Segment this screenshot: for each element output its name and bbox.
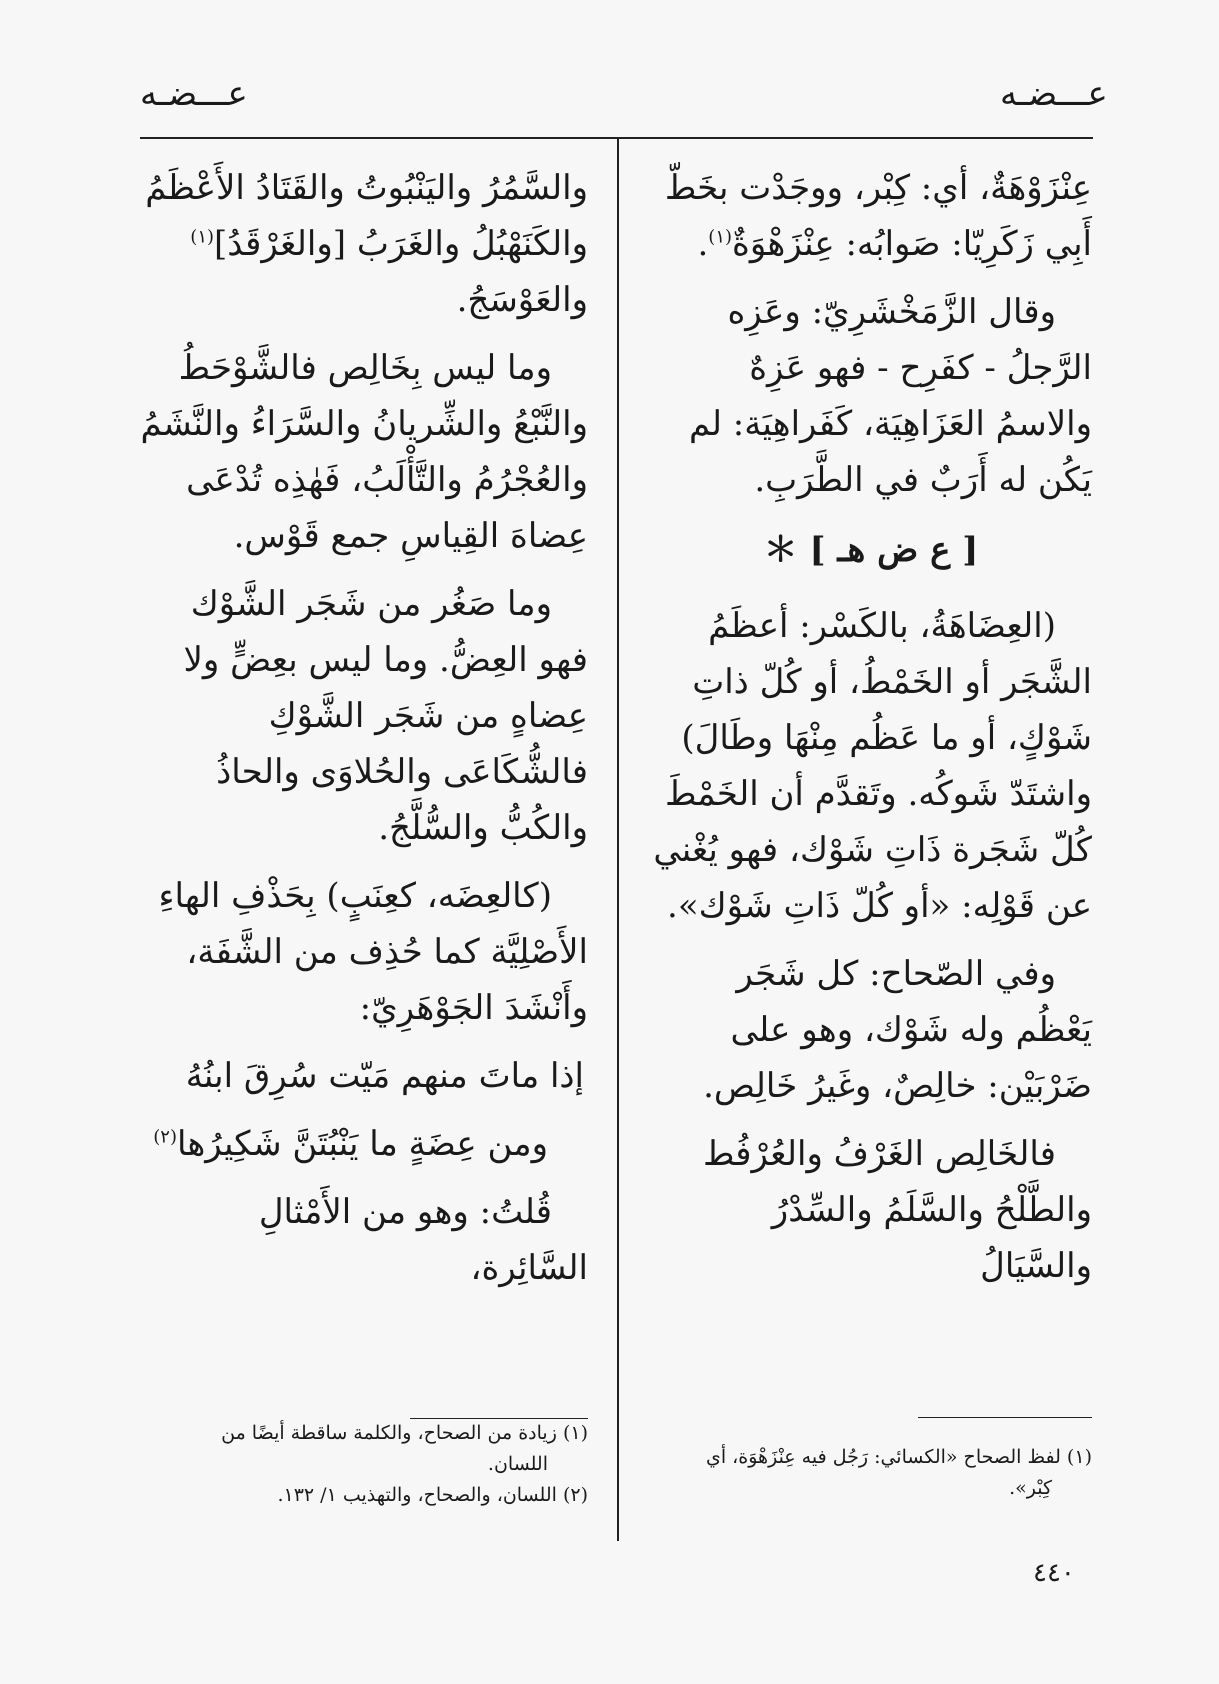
footnote-rule — [918, 1417, 1092, 1418]
right-column — [650, 160, 1092, 1306]
footnote-ref: (١) — [708, 226, 733, 248]
paragraph: عِنْزَوْهَةٌ، أي: كِبْر، ووجَدْت بخَطّ أَبِي زَكَرِيّا: صَوابُه: عِنْزَهْوَةٌ$^{(١)}$. — [664, 168, 1092, 264]
paragraph: وفي الصّحاح: كل شَجَر يَعْظُم وله شَوْك، وهو على ضَرْبَيْن: خالِصٌ، وغَيرُ خَالِص. — [703, 954, 1092, 1106]
paragraph: (كالعِضَه، كعِنَبٍ) بِحَذْفِ الهاءِ الأَصْلِيَّة كما حُذِف من الشَّفَة، وأَنْشَدَ الجَوْهَرِيّ: — [158, 876, 588, 1028]
paragraph: قُلتُ: وهو من الأَمْثالِ السَّائِرة، — [258, 1192, 588, 1288]
entry-heading: [ ع ض هـ ] ＊ — [763, 530, 979, 570]
paragraph: فالخَالِص الغَرْفُ والعُرْفُط والطَّلْحُ والسَّلَمُ والسِّدْرُ والسَّيَالُ — [702, 1134, 1092, 1286]
footnotes-right — [650, 1442, 1092, 1504]
footnote: (١) لفظ الصحاح «الكسائي: رَجُل فيه عِنْزَهْوَة، أي — [705, 1446, 1092, 1468]
column-divider — [617, 139, 619, 1541]
verse-line: إذا ماتَ منهم مَيّت سُرِقَ ابنُهُ — [185, 1056, 584, 1096]
footnote-continuation: اللسان. — [487, 1453, 548, 1475]
running-header-right: عـــضـه — [1000, 74, 1108, 114]
paragraph: وقال الزَّمَخْشَرِيّ: وعَزِه الرَّجلُ - كفَرِح - فهو عَزِهٌ والاسمُ العَزَاهِيَة، كَفَراهِيَة: لم يَكُن له أَرَبٌ في الطَّرَبِ. — [688, 292, 1092, 500]
footnote: (١) زيادة من الصحاح، والكلمة ساقطة أيضًا من — [221, 1422, 588, 1444]
left-column — [140, 160, 588, 1308]
footnote: (٢) اللسان، والصحاح، والتهذيب ١/ ١٣٢. — [277, 1484, 588, 1506]
paragraph: وما ليس بِخَالِص فالشَّوْحَطُ والنَّبْعُ والشِّريانُ والسَّرَاءُ والنَّشَمُ والعُجْرُمُ والتَّأْلَبُ، فَهٰذِه تُدْعَى عِضاهَ القِياسِ جمع قَوْس. — [140, 348, 588, 556]
paragraph: والسَّمُرُ واليَنْبُوتُ والقَتَادُ الأَعْظَمُ والكَنَهْبُلُ والغَرَبُ [والغَرْقَدُ]$^{(١)}$ والعَوْسَجُ. — [145, 168, 588, 320]
footnote-continuation: كِبْر». — [1009, 1477, 1052, 1499]
page-number: ٤٤٠ — [1033, 1558, 1075, 1588]
running-header-left: عـــضـه — [140, 74, 248, 114]
paragraph: (العِضَاهَةُ، بالكَسْر: أعظَمُ الشَّجَر أو الخَمْطُ، أو كُلّ ذاتِ شَوْكٍ، أو ما عَظُم مِنْهَا وطَالَ) واشتَدّ شَوكُه. وتَقدَّم أن الخَمْطَ كُلّ شَجَرة ذَاتِ شَوْك، فهو يُغْني عن قَوْلِه: «أو كُلّ ذَاتِ شَوْك». — [653, 606, 1092, 926]
footnote-ref: (٢) — [153, 1126, 177, 1148]
verse-line: ومن عِضَةٍ ما يَنْبُتَنَّ شَكِيرُها$^{(٢)}$ — [153, 1124, 548, 1164]
paragraph: وما صَغُر من شَجَر الشَّوْك فهو العِضُّ. وما ليس بعِضٍّ ولا عِضاهٍ من شَجَر الشَّوْكِ فالشُّكَاعَى والحُلاوَى والحاذُ والكُبُّ والسُّلَّجُ. — [183, 584, 588, 848]
footnotes-left — [140, 1418, 588, 1511]
footnote-ref: (١) — [190, 226, 215, 248]
